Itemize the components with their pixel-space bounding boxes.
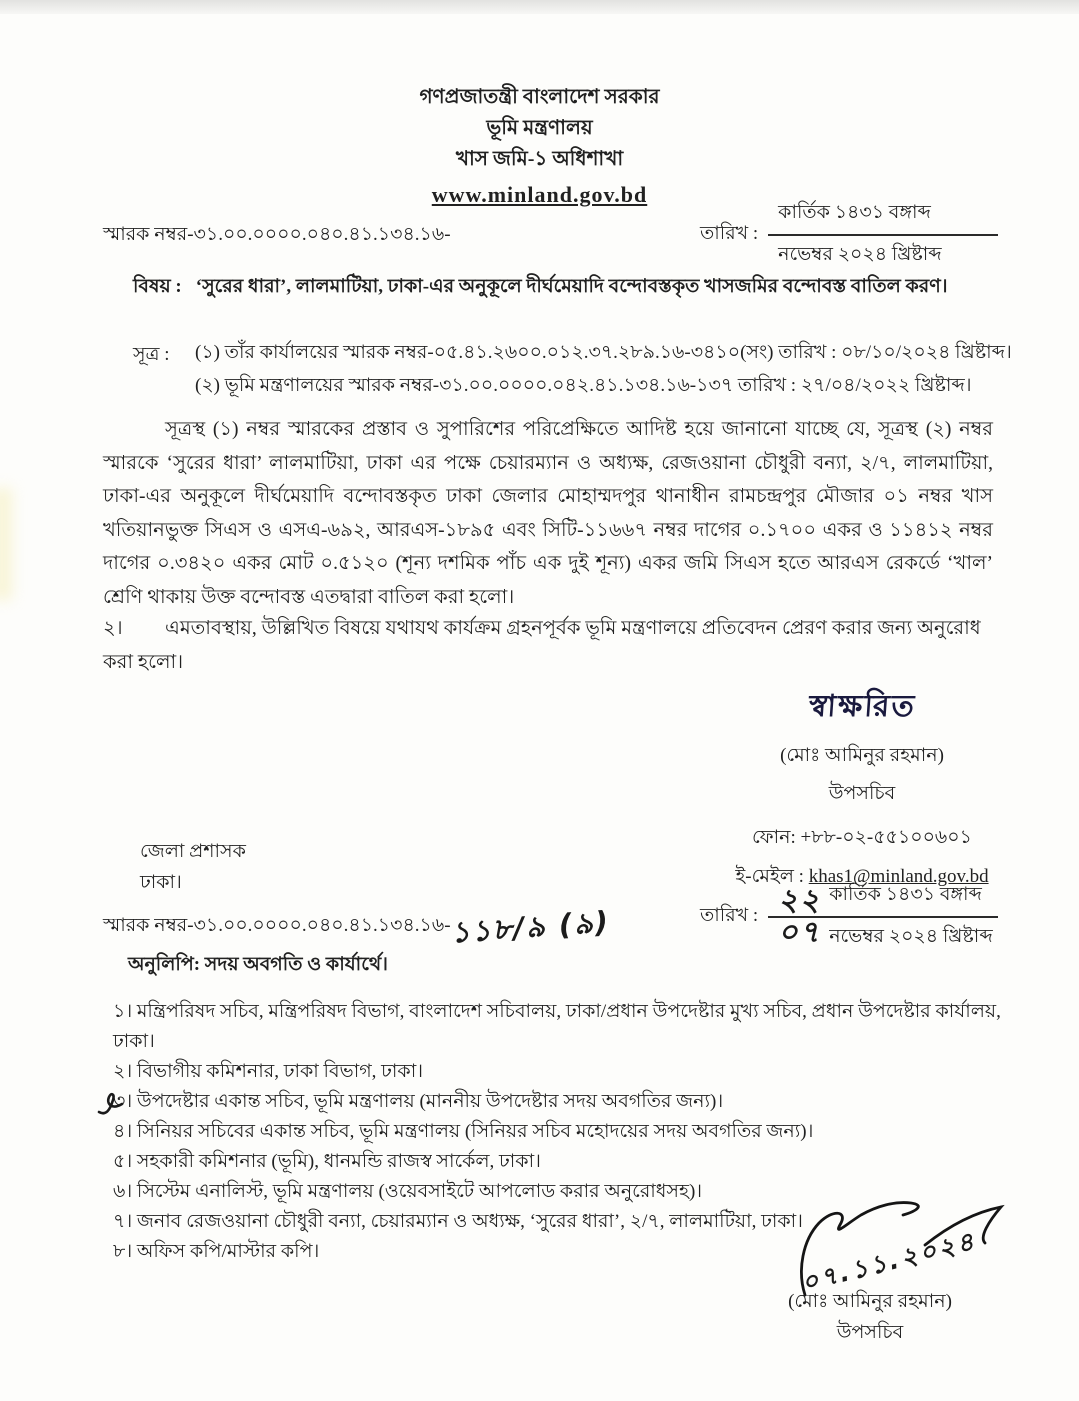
copy-list-item: ১। মন্ত্রিপরিষদ সচিব, মন্ত্রিপরিষদ বিভাগ, বাংলাদেশ সচিবালয়, ঢাকা/প্রধান উপদেষ্টার মুখ্য সচিব, প্রধান উপদেষ্টার কার্যালয়, ঢাকা। (113, 1001, 1001, 1052)
signer-name: (মোঃ আমিনুর রহমান) (780, 745, 944, 766)
date-gregorian-calendar: ০৭ নভেম্বর ২০২৪ খ্রিষ্টাব্দ (778, 915, 993, 950)
copy-list-item: ৮। অফিস কপি/মাস্টার কপি। (113, 1241, 320, 1262)
body-paragraph: সূত্রস্থ (১) নম্বর স্মারকের প্রস্তাব ও সুপারিশের পরিপ্রেক্ষিতে আদিষ্ট হয়ে জানানো যাচ্ছে যে, সূত্রস্থ (২) নম্বর স্মারকে ‘সুরের ধারা’ লালমাটিয়া, ঢাকা এর পক্ষে চেয়ারম্যান ও অধ্যক্ষ, রেজওয়ানা চৌধুরী বন্যা, ২/৭, লালমাটিয়া, ঢাকা-এর অনুকূলে দীর্ঘমেয়াদি বন্দোবস্তকৃত ঢাকা জেলার মোহাম্মদপুর থানাধীন রামচন্দ্রপুর মৌজার ০১ নম্বর খাস খতিয়ানভুক্ত সিএস ও এসএ-৬৯২, আরএস-১৮৯৫ এবং সিটি-১১৬৬৭ নম্বর দাগের ০.১৭০০ একর ও ১১৪১২ নম্বর দাগের ০.৩৪২০ একর মোট ০.৫১২০ (শূন্য দশমিক পাঁচ এক দুই শূন্য) একর জমি সিএস হতে আরএস রেকর্ডে ‘খাল’ শ্রেণি থাকায় উক্ত বন্দোবস্ত এতদ্বারা বাতিল করা হলো। (103, 419, 993, 608)
references-label: সূত্র : (133, 344, 170, 365)
reference-item: (২) ভূমি মন্ত্রণালয়ের স্মারক নম্বর-৩১.০০.০০০০.০৪২.৪১.১৩৪.১৬-১৩৭ তারিখ : ২৭/০৪/২০২২ খ্রিষ্টাব্দ। (195, 375, 972, 396)
references-block (133, 336, 1013, 402)
addressee-city: ঢাকা। (140, 872, 182, 893)
date-label: তারিখ : (700, 905, 759, 926)
addressee-block (140, 836, 246, 898)
signer-designation: উপসচিব (836, 1322, 904, 1343)
letterhead (0, 82, 1079, 210)
handwritten-signature-date: ০৭.১১.২০২৪ (798, 1225, 980, 1298)
ministry-name: ভূমি মন্ত্রণালয় (486, 117, 593, 139)
subject-line (133, 272, 1023, 304)
handwritten-tick-mark (96, 1086, 136, 1126)
government-name: গণপ্রজাতন্ত্রী বাংলাদেশ সরকার (419, 86, 660, 108)
addressee-title: জেলা প্রশাসক (140, 841, 246, 862)
scan-edge-shadow (0, 0, 1079, 14)
paragraph-2-text: এমতাবস্থায়, উল্লিখিত বিষয়ে যথাযথ কার্যক্রম গ্রহনপূর্বক ভূমি মন্ত্রণালয়ে প্রতিবেদন প্রেরণ করার জন্য অনুরোধ করা হলো। (103, 618, 981, 673)
copy-list-heading: অনুলিপি: সদয় অবগতি ও কার্যার্থে। (128, 954, 388, 975)
subject-text: ‘সুরের ধারা’, লালমাটিয়া, ঢাকা-এর অনুকূলে দীর্ঘমেয়াদি বন্দোবস্তকৃত খাসজমির বন্দোবস্ত বাতিল করণ। (195, 276, 948, 297)
paragraph-2 (103, 612, 993, 679)
memo-number-line: স্মারক নম্বর-৩১.০০.০০০০.০৪০.৪১.১৩৪.১৬- (103, 224, 451, 245)
handwritten-day-gregorian: ০৭ (778, 915, 822, 950)
date-gregorian-calendar: নভেম্বর ২০২৪ খ্রিষ্টাব্দ (778, 244, 942, 265)
date-bangla-calendar: কার্তিক ১৪৩১ বঙ্গাব্দ (768, 198, 998, 236)
date-label: তারিখ : (700, 223, 759, 244)
handwritten-day-bangla: ২২ (778, 883, 822, 918)
copy-list-item: ৩। উপদেষ্টার একান্ত সচিব, ভূমি মন্ত্রণালয় (মাননীয় উপদেষ্টার সদয় অবগতির জন্য)। (113, 1091, 724, 1112)
date-block-bottom (700, 880, 998, 954)
handwritten-dispatch-number: ১১৮/৯ (৯) (449, 904, 611, 950)
date-fraction (768, 198, 998, 272)
ministry-website-url: www.minland.gov.bd (431, 182, 648, 207)
date-fraction (768, 880, 998, 954)
scan-smudge-artifact (0, 488, 12, 600)
signature-block-upper (712, 682, 1012, 894)
date-bangla-calendar: ২২ কার্তিক ১৪৩১ বঙ্গাব্দ (768, 880, 998, 918)
copy-list-item: ৫। সহকারী কমিশনার (ভূমি), ধানমন্ডি রাজস্ব সার্কেল, ঢাকা। (113, 1151, 541, 1172)
subject-label: বিষয় : (133, 276, 182, 297)
signed-stamp-text: স্বাক্ষরিত (807, 690, 917, 723)
signer-email-address: khas1@minland.gov.bd (808, 866, 989, 887)
copy-list-item: ৪। সিনিয়র সচিবের একান্ত সচিব, ভূমি মন্ত্রণালয় (সিনিয়র সচিব মহোদয়ের সদয় অবগতির জন্য)। (113, 1121, 814, 1142)
signer-designation: উপসচিব (828, 783, 896, 804)
signer-phone: ফোন: +৮৮-০২-৫৫১০০৬০১ (752, 827, 972, 848)
date-block-top (700, 198, 998, 272)
copy-list-item: ২। বিভাগীয় কমিশনার, ঢাকা বিভাগ, ঢাকা। (113, 1061, 424, 1082)
reference-item: (১) তাঁর কার্যালয়ের স্মারক নম্বর-০৫.৪১.২৬০০.০১২.৩৭.২৮৯.১৬-৩৪১০(সং) তারিখ : ০৮/১০/২০২৪ খ্রিষ্টাব্দ। (195, 342, 1012, 363)
copy-list-item: ৭। জনাব রেজওয়ানা চৌধুরী বন্যা, চেয়ারম্যান ও অধ্যক্ষ, ‘সুরের ধারা’, ২/৭, লালমাটিয়া, ঢাকা। (113, 1211, 803, 1232)
section-name: খাস জমি-১ অধিশাখা (455, 148, 624, 170)
paragraph-number: ২। (103, 618, 123, 639)
signature-block-bottom (735, 1286, 1005, 1348)
copy-list-item: ৬। সিস্টেম এনালিস্ট, ভূমি মন্ত্রণালয় (ওয়েবসাইটে আপলোড করার অনুরোধসহ)। (113, 1181, 703, 1202)
email-label: ই-মেইল : (735, 866, 804, 887)
memo-number-line-2: স্মারক নম্বর-৩১.০০.০০০০.০৪০.৪১.১৩৪.১৬-১১৮/৯ (৯) (103, 905, 610, 954)
signer-name: (মোঃ আমিনুর রহমান) (788, 1291, 952, 1312)
